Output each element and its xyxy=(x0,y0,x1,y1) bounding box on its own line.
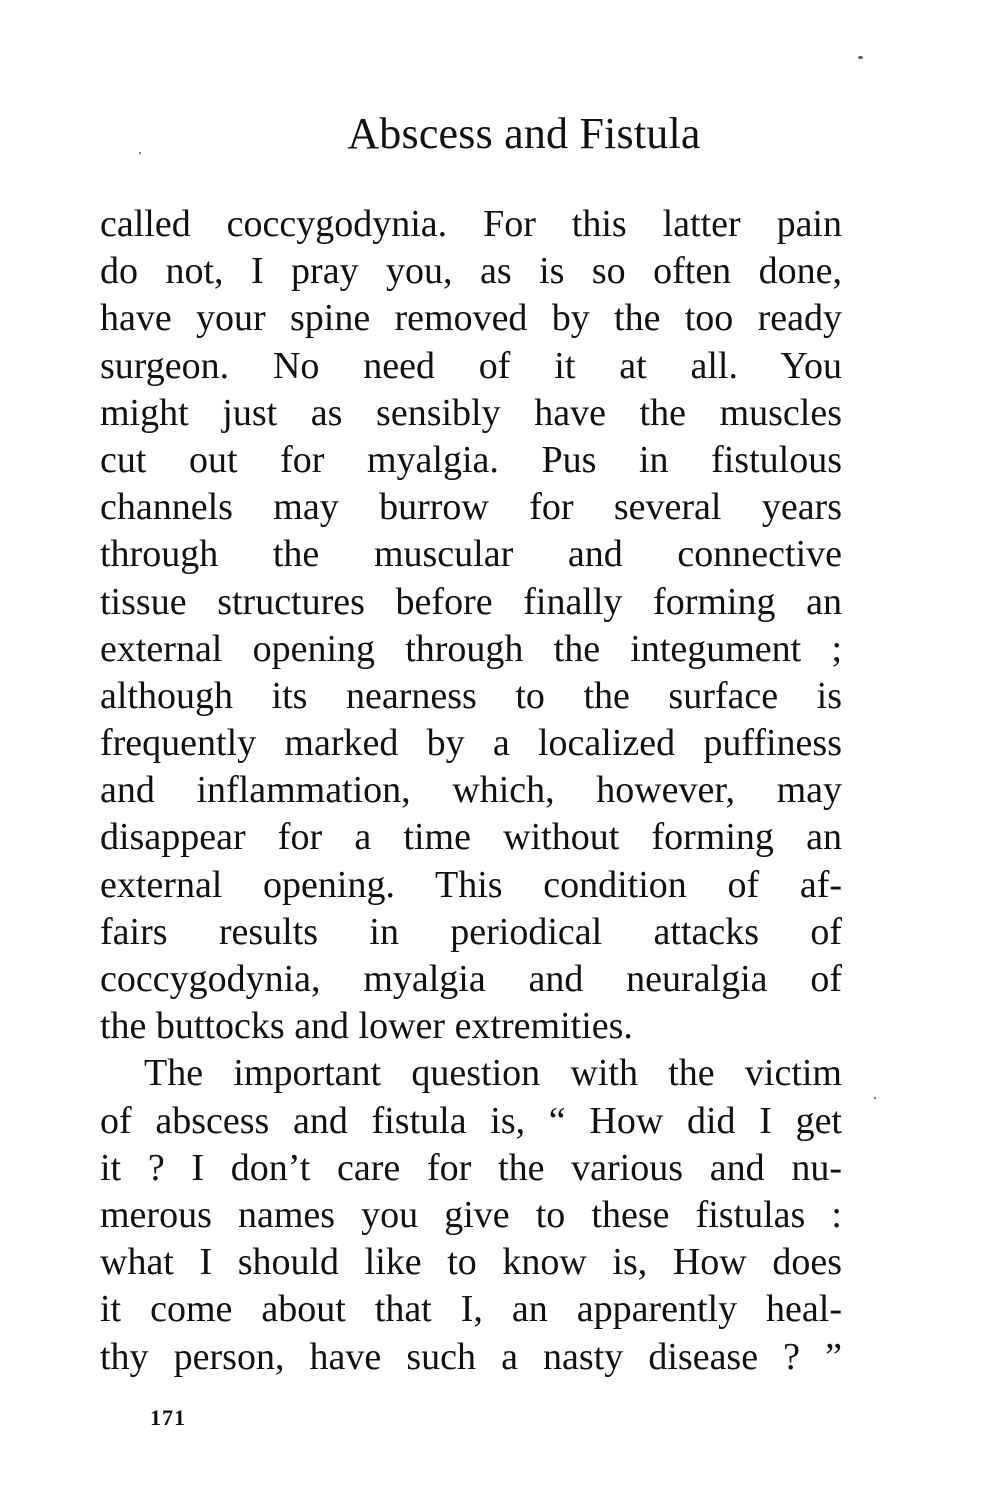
running-head: Abscess and Fistula xyxy=(347,109,701,158)
text-line: thy person, have such a nasty disease ? ” xyxy=(100,1335,842,1378)
text-line: fairs results in periodical attacks of xyxy=(100,910,842,953)
scan-speck xyxy=(874,1097,876,1099)
text-line: external opening. This condition of af- xyxy=(100,863,842,906)
page-number: 171 xyxy=(150,1405,186,1430)
body-text xyxy=(100,201,842,1381)
text-line: although its nearness to the surface is xyxy=(100,674,842,717)
text-line: might just as sensibly have the muscles xyxy=(100,391,842,434)
text-line: surgeon. No need of it at all. You xyxy=(100,344,842,387)
scan-speck xyxy=(858,56,863,59)
paragraph-2 xyxy=(100,1050,842,1380)
text-line: frequently marked by a localized puffiness xyxy=(100,722,842,765)
text-line: called coccygodynia. For this latter pain xyxy=(100,203,842,245)
paragraph-1 xyxy=(100,201,842,1050)
text-line: through the muscular and connective xyxy=(100,533,842,576)
text-line: The important question with the victim xyxy=(144,1052,842,1095)
text-line: what I should like to know is, How does xyxy=(100,1241,842,1284)
text-line: channels may burrow for several years xyxy=(100,486,842,529)
text-line: disappear for a time without forming an xyxy=(100,816,842,859)
text-line: merous names you give to these fistulas : xyxy=(100,1193,842,1236)
scan-speck xyxy=(139,152,141,154)
text-line: of abscess and fistula is, “ How did I get xyxy=(100,1099,842,1142)
text-line: external opening through the integument ; xyxy=(100,627,842,670)
text-line: tissue structures before finally forming an xyxy=(100,580,842,623)
text-line: the buttocks and lower extremities. xyxy=(100,1005,633,1048)
text-line: coccygodynia, myalgia and neuralgia of xyxy=(100,958,842,1000)
text-line: it ? I don’t care for the various and nu- xyxy=(100,1146,842,1189)
text-line: cut out for myalgia. Pus in fistulous xyxy=(100,438,842,481)
text-line: and inflammation, which, however, may xyxy=(100,769,842,812)
text-line: do not, I pray you, as is so often done, xyxy=(100,250,842,293)
text-line: it come about that I, an apparently heal- xyxy=(100,1288,842,1331)
text-line: have your spine removed by the too ready xyxy=(100,297,842,340)
